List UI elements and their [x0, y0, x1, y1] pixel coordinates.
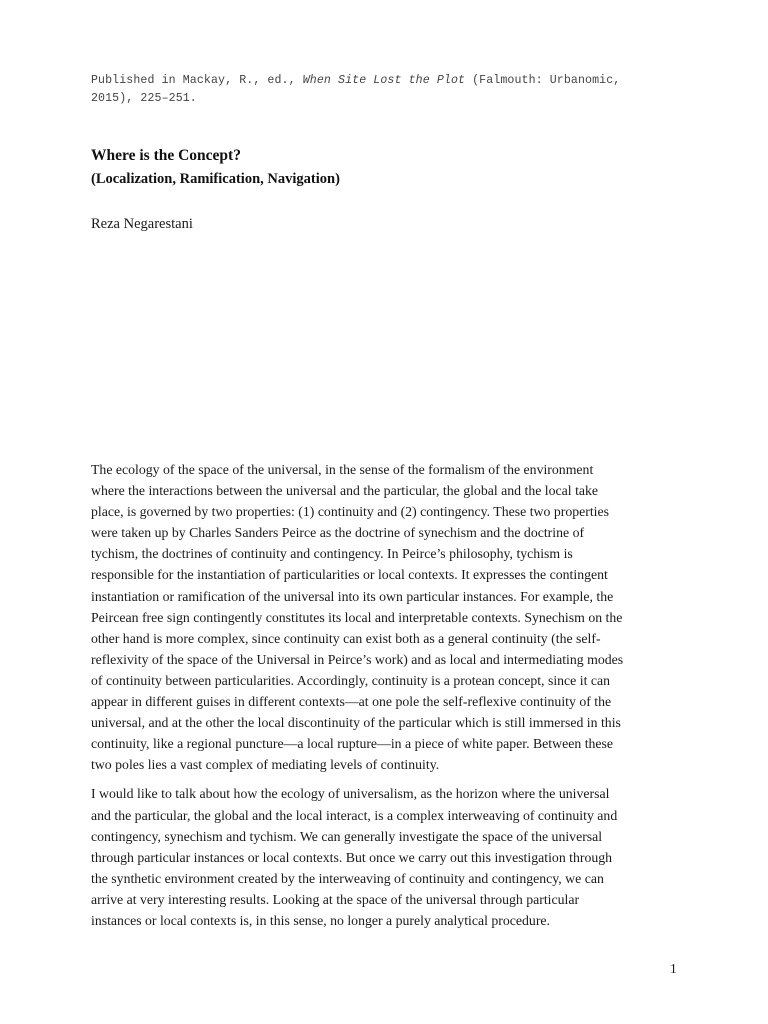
text-line: of continuity between particularities. Accordingly, continuity is a protean concept, since it can	[91, 672, 611, 688]
text-line: and the particular, the global and the local interact, is a complex interweaving of continuity and	[91, 807, 618, 823]
text-line: through particular instances or local contexts. But once we carry out this investigation through	[91, 849, 613, 865]
article-subtitle: (Localization, Ramification, Navigation)	[91, 171, 340, 187]
article-body	[91, 459, 676, 939]
text-line: were taken up by Charles Sanders Peirce as the doctrine of synechism and the doctrine of	[91, 525, 585, 541]
text-line: The ecology of the space of the universal, in the sense of the formalism of the environment	[91, 462, 594, 477]
article-title: Where is the Concept?	[91, 147, 241, 164]
text-line: continuity, like a regional puncture—a local rupture—in a piece of white paper. Between these	[91, 736, 614, 752]
text-line: reflexivity of the space of the Universal in Peirce’s work) and as local and intermediating modes	[91, 651, 624, 667]
paragraph-2	[91, 783, 676, 931]
text-line: two poles lies a vast complex of mediating levels of continuity.	[91, 757, 440, 773]
text-line: arrive at very interesting results. Looking at the space of the universal through particular	[91, 891, 580, 907]
text-line: Peircean free sign contingently constitutes its local and interpretable contexts. Synechism on the	[91, 609, 623, 625]
text-line: contingency, synechism and tychism. We can generally investigate the space of the universal	[91, 828, 603, 844]
text-line: tychism, the doctrines of continuity and contingency. In Peirce’s philosophy, tychism is	[91, 546, 573, 562]
article-author: Reza Negarestani	[91, 216, 193, 232]
publication-book-title: When Site Lost the Plot	[302, 74, 466, 87]
paragraph-1	[91, 459, 676, 775]
text-line: place, is governed by two properties: (1) continuity and (2) contingency. These two properties	[91, 504, 610, 520]
text-line: responsible for the instantiation of particularities or local contexts. It expresses the contingent	[91, 567, 608, 583]
text-line: universal, and at the other the local discontinuity of the particular which is still immersed in this	[91, 715, 621, 731]
publication-note-line-1	[91, 72, 691, 90]
text-line: I would like to talk about how the ecology of universalism, as the horizon where the universal	[91, 786, 610, 802]
publication-note-prefix: Published in Mackay, R., ed.,	[91, 74, 303, 87]
text-line: where the interactions between the universal and the particular, the global and the local take	[91, 483, 599, 499]
text-line: instantiation or ramification of the universal into its own particular instances. For example, the	[91, 588, 614, 604]
publication-note-line-2: 2015), 225–251.	[91, 92, 197, 105]
text-line: instances or local contexts is, in this sense, no longer a purely analytical procedure.	[91, 912, 550, 928]
text-line: other hand is more complex, since continuity can exist both as a general continuity (the self-	[91, 630, 601, 646]
publication-note-suffix: (Falmouth: Urbanomic,	[465, 74, 621, 87]
publication-note	[91, 72, 691, 108]
page-number: 1	[670, 961, 677, 976]
text-line: appear in different guises in different contexts—at one pole the self-reflexive continuity of the	[91, 694, 612, 710]
text-line: the synthetic environment created by the interweaving of continuity and contingency, we can	[91, 870, 604, 886]
